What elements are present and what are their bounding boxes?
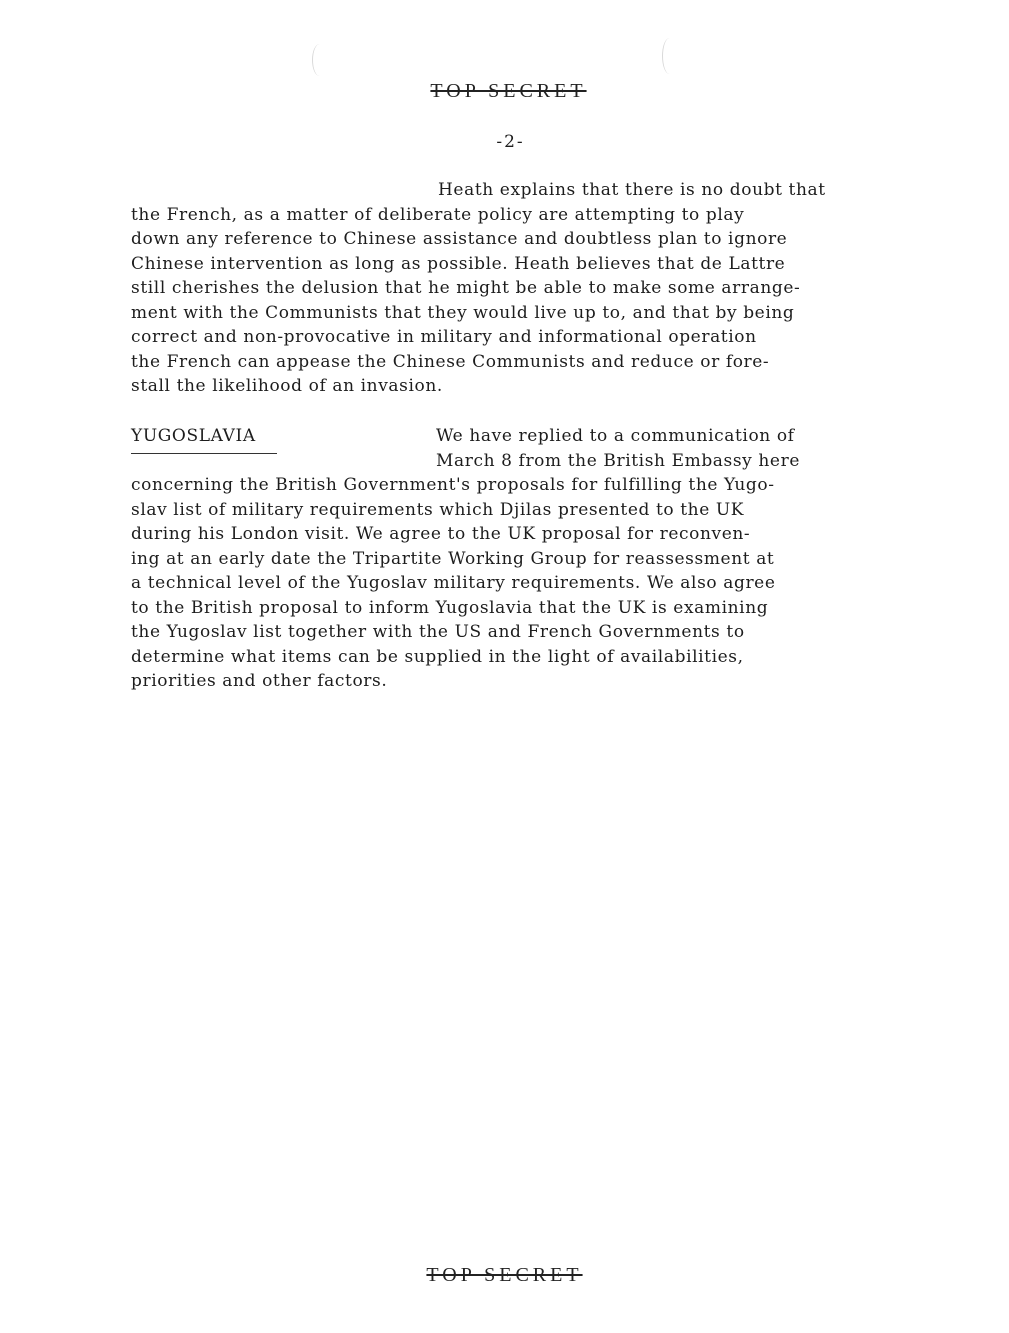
section-heading-yugoslavia: YUGOSLAVIA — [131, 424, 277, 454]
paragraph-line: priorities and other factors. — [131, 671, 388, 691]
paragraph-line: the French, as a matter of deliberate policy are attempting to play — [131, 204, 745, 225]
paragraph-line: during his London visit. We agree to the UK proposal for reconven- — [131, 524, 751, 544]
scan-mark-right — [662, 38, 677, 74]
scan-mark-left — [312, 44, 327, 76]
bottom-classification-marking: TOP SECRET — [426, 1264, 583, 1286]
paragraph-line: still cherishes the delusion that he might be able to make some arrange- — [131, 278, 801, 298]
paragraph-line: Chinese intervention as long as possible. Heath believes that de Lattre — [131, 253, 786, 274]
paragraph-line: correct and non-provocative in military and informational operation — [131, 327, 757, 347]
page-number: -2- — [496, 132, 525, 152]
paragraph-line: to the British proposal to inform Yugoslavia that the UK is examining — [131, 597, 769, 618]
paragraph-line: March 8 from the British Embassy here — [436, 450, 800, 471]
paragraph-yugoslavia — [131, 424, 800, 694]
paragraph-line: a technical level of the Yugoslav military requirements. We also agree — [131, 573, 776, 593]
paragraph-line: the French can appease the Chinese Communists and reduce or fore- — [131, 351, 770, 372]
paragraph-line: stall the likelihood of an invasion. — [131, 376, 443, 396]
paragraph-line: determine what items can be supplied in the light of availabilities, — [131, 646, 744, 667]
paragraph-line: Heath explains that there is no doubt that — [438, 180, 826, 200]
paragraph-line: ment with the Communists that they would live up to, and that by being — [131, 302, 795, 323]
paragraph-line: slav list of military requirements which Djilas presented to the UK — [131, 499, 745, 520]
paragraph-line: concerning the British Government's proposals for fulfilling the Yugo- — [131, 475, 775, 495]
paragraph-line: the Yugoslav list together with the US and French Governments to — [131, 622, 745, 642]
paragraph-line: ing at an early date the Tripartite Working Group for reassessment at — [131, 548, 775, 569]
paragraph-line: down any reference to Chinese assistance and doubtless plan to ignore — [131, 229, 788, 249]
paragraph-line: We have replied to a communication of — [436, 426, 795, 446]
paragraph-indochina — [131, 178, 826, 399]
top-classification-marking: TOP SECRET — [430, 80, 587, 102]
